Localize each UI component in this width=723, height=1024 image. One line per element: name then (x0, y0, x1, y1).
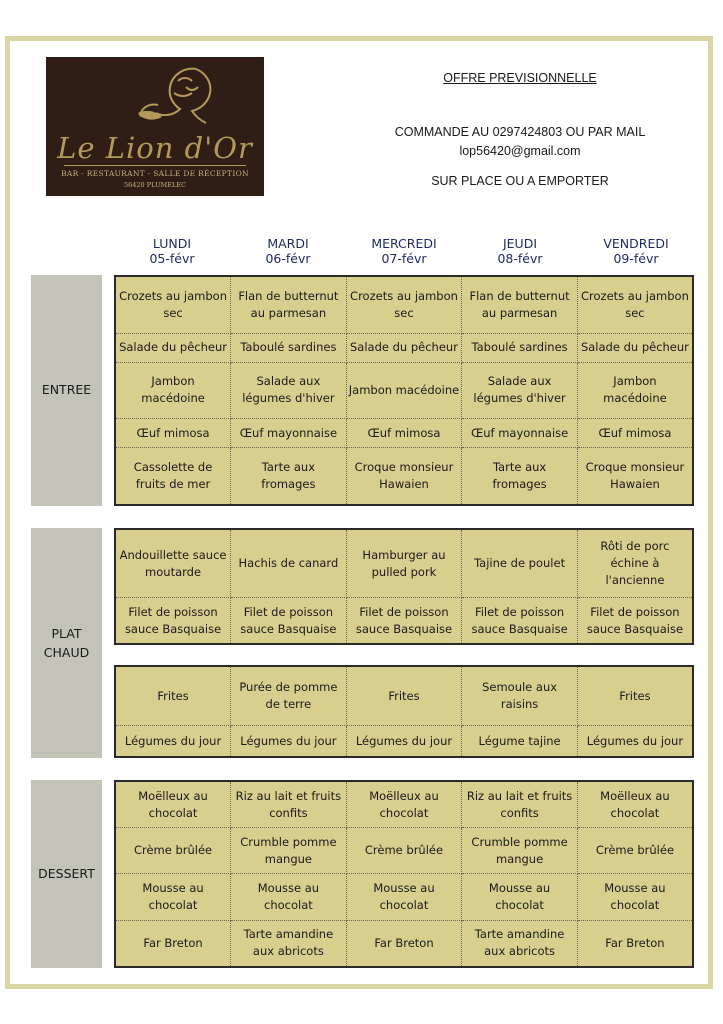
menu-cell: Légume tajine (462, 726, 578, 757)
menu-cell: Frites (346, 666, 462, 726)
menu-cell: Crozets au jambon sec (115, 276, 231, 333)
day-date: 07-févr (381, 251, 427, 266)
menu-cell: Far Breton (346, 920, 462, 967)
menu-row (115, 874, 693, 920)
menu-cell: Semoule aux raisins (462, 666, 578, 726)
day-header-friday (578, 236, 694, 266)
menu-cell: Frites (577, 666, 693, 726)
menu-cell: Moëlleux au chocolat (115, 781, 231, 828)
menu-row (115, 362, 693, 418)
menu-row (115, 419, 693, 448)
menu-cell: Œuf mayonnaise (462, 419, 578, 448)
day-header-wednesday (346, 236, 462, 266)
menu-cell: Filet de poisson sauce Basquaise (346, 598, 462, 644)
order-phone-line: COMMANDE AU 0297424803 OU PAR MAIL (394, 125, 646, 139)
plat-table (114, 528, 694, 645)
day-name: LUNDI (152, 236, 192, 251)
menu-cell: Salade aux légumes d'hiver (462, 362, 578, 418)
day-date: 05-févr (149, 251, 195, 266)
logo-city: 56420 PLUMELEC (124, 181, 186, 189)
menu-row (115, 276, 693, 333)
menu-cell: Légumes du jour (115, 726, 231, 757)
category-dessert (31, 780, 102, 968)
menu-row (115, 598, 693, 644)
logo-divider (64, 165, 246, 166)
day-date: 09-févr (613, 251, 659, 266)
menu-cell: Œuf mimosa (115, 419, 231, 448)
menu-cell: Tarte amandine aux abricots (462, 920, 578, 967)
logo-subtitle: BAR - RESTAURANT - SALLE DE RÉCEPTION (61, 169, 249, 178)
menu-cell: Œuf mimosa (577, 419, 693, 448)
menu-cell: Jambon macédoine (115, 362, 231, 418)
menu-cell: Flan de butternut au parmesan (462, 276, 578, 333)
menu-row (115, 448, 693, 505)
category-label: DESSERT (38, 866, 95, 881)
menu-cell: Filet de poisson sauce Basquaise (231, 598, 347, 644)
menu-cell: Filet de poisson sauce Basquaise (462, 598, 578, 644)
logo-name: Le Lion d'Or (57, 131, 253, 165)
menu-cell: Crozets au jambon sec (346, 276, 462, 333)
menu-cell: Crème brûlée (115, 828, 231, 874)
day-name: MARDI (267, 236, 309, 251)
menu-cell: Légumes du jour (346, 726, 462, 757)
menu-cell: Taboulé sardines (462, 333, 578, 362)
day-header-tuesday (230, 236, 346, 266)
menu-cell: Frites (115, 666, 231, 726)
menu-row (115, 726, 693, 757)
order-email: lop56420@gmail.com (459, 144, 581, 158)
menu-cell: Moëlleux au chocolat (577, 781, 693, 828)
menu-cell: Crozets au jambon sec (577, 276, 693, 333)
menu-cell: Croque monsieur Hawaien (577, 448, 693, 505)
menu-cell: Légumes du jour (577, 726, 693, 757)
menu-cell: Far Breton (577, 920, 693, 967)
menu-cell: Filet de poisson sauce Basquaise (115, 598, 231, 644)
menu-cell: Tajine de poulet (462, 529, 578, 598)
menu-cell: Tarte aux fromages (462, 448, 578, 505)
menu-cell: Salade du pêcheur (115, 333, 231, 362)
menu-cell: Riz au lait et fruits confits (231, 781, 347, 828)
day-date: 08-févr (497, 251, 543, 266)
menu-cell: Moëlleux au chocolat (346, 781, 462, 828)
menu-row (115, 781, 693, 828)
category-label: ENTREE (41, 382, 92, 397)
menu-cell: Mousse au chocolat (115, 874, 231, 920)
menu-cell: Salade du pêcheur (577, 333, 693, 362)
menu-cell: Riz au lait et fruits confits (462, 781, 578, 828)
category-label: CHAUD (43, 645, 90, 660)
day-name: MERCREDI (371, 236, 437, 251)
menu-cell: Mousse au chocolat (577, 874, 693, 920)
menu-cell: Jambon macédoine (346, 362, 462, 418)
menu-row (115, 529, 693, 598)
menu-cell: Crumble pomme mangue (462, 828, 578, 874)
menu-cell: Salade aux légumes d'hiver (231, 362, 347, 418)
menu-cell: Mousse au chocolat (231, 874, 347, 920)
menu-cell: Rôti de porc échine à l'ancienne (577, 529, 693, 598)
category-entree (31, 275, 102, 506)
category-plat-chaud (31, 528, 102, 758)
menu-cell: Filet de poisson sauce Basquaise (577, 598, 693, 644)
menu-cell: Taboulé sardines (231, 333, 347, 362)
category-label: PLAT (51, 626, 82, 641)
menu-cell: Salade du pêcheur (346, 333, 462, 362)
dessert-table (114, 780, 694, 968)
menu-cell: Purée de pomme de terre (231, 666, 347, 726)
menu-cell: Tarte amandine aux abricots (231, 920, 347, 967)
menu-cell: Légumes du jour (231, 726, 347, 757)
menu-cell: Cassolette de fruits de mer (115, 448, 231, 505)
entree-table (114, 275, 694, 506)
offer-title: OFFRE PREVISIONNELLE (443, 71, 597, 85)
menu-cell: Crème brûlée (346, 828, 462, 874)
menu-cell: Hamburger au pulled pork (346, 529, 462, 598)
menu-cell: Far Breton (115, 920, 231, 967)
menu-cell: Andouillette sauce moutarde (115, 529, 231, 598)
menu-cell: Crème brûlée (577, 828, 693, 874)
menu-cell: Mousse au chocolat (462, 874, 578, 920)
menu-cell: Œuf mayonnaise (231, 419, 347, 448)
menu-cell: Hachis de canard (231, 529, 347, 598)
day-name: JEUDI (502, 236, 538, 251)
day-date: 06-févr (265, 251, 311, 266)
menu-cell: Flan de butternut au parmesan (231, 276, 347, 333)
menu-cell: Croque monsieur Hawaien (346, 448, 462, 505)
menu-cell: Crumble pomme mangue (231, 828, 347, 874)
accompaniment-table (114, 665, 694, 758)
menu-cell: Mousse au chocolat (346, 874, 462, 920)
menu-row (115, 333, 693, 362)
menu-cell: Jambon macédoine (577, 362, 693, 418)
day-header-monday (114, 236, 230, 266)
menu-row (115, 828, 693, 874)
service-mode: SUR PLACE OU A EMPORTER (431, 174, 609, 188)
restaurant-logo (46, 57, 264, 196)
menu-cell: Œuf mimosa (346, 419, 462, 448)
day-header-thursday (462, 236, 578, 266)
menu-row (115, 666, 693, 726)
day-name: VENDREDI (603, 236, 669, 251)
menu-cell: Tarte aux fromages (231, 448, 347, 505)
menu-row (115, 920, 693, 967)
